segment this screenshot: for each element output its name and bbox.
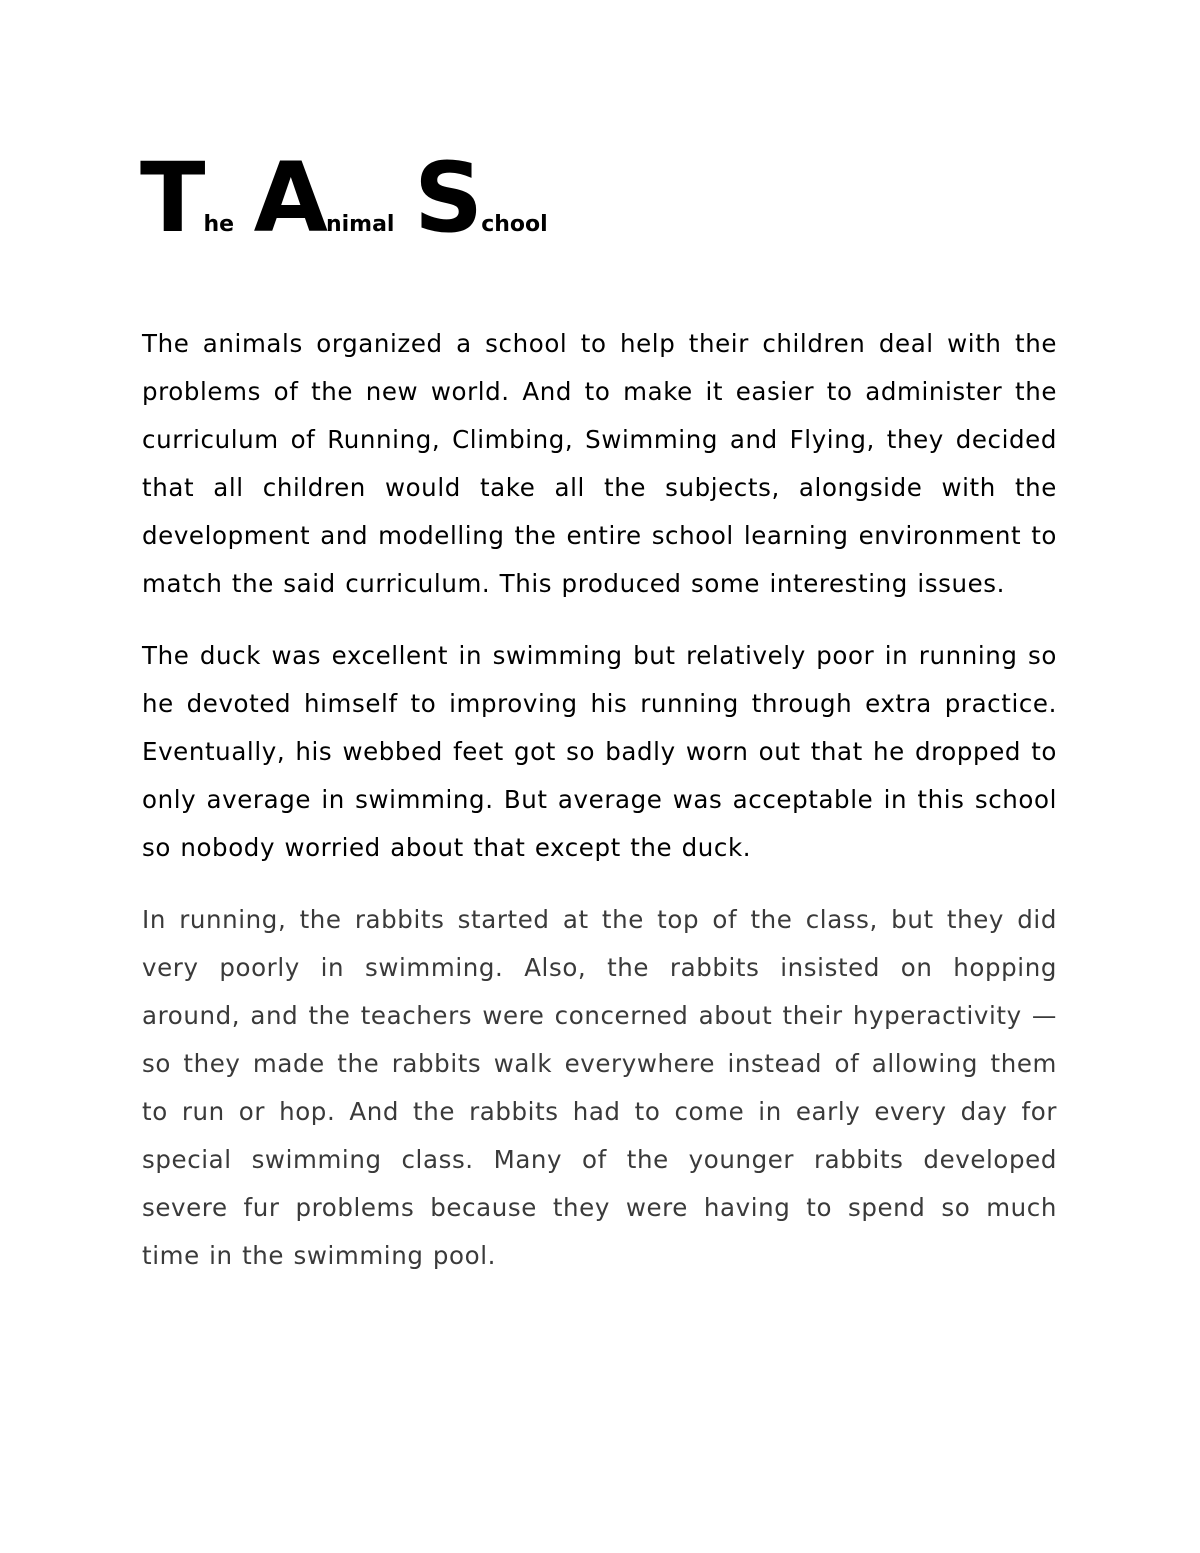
paragraph-rabbits: In running, the rabbits started at the top of the class, but they did very poorly in swimming. Also, the rabbits insisted on hopping around, and the teachers were concerned about their hyperactivity — so they made the rabbits walk everywhere instead of allowing them to run or hop. And the rabbits had to come in early every day for special swimming class. Many of the younger rabbits developed severe fur problems because they were having to spend so much time in the swimming pool. bbox=[142, 905, 1057, 1270]
title-initial: A bbox=[253, 142, 326, 254]
paragraph-intro: The animals organized a school to help their children deal with the problems of the new world. And to make it easier to administer the curriculum of Running, Climbing, Swimming and Flying, they decided that all children would take all the subjects, alongside with the development and modelling the entire school learning environment to match the said curriculum. This produced some interesting issues. bbox=[142, 329, 1057, 598]
title-initial: S bbox=[414, 142, 482, 254]
title-word-the bbox=[140, 142, 235, 254]
title-word-rest: chool bbox=[481, 212, 548, 237]
paragraph-duck: The duck was excellent in swimming but relatively poor in running so he devoted himself to improving his running through extra practice. Eventually, his webbed feet got so badly worn out that he dropped to only average in swimming. But average was acceptable in this school so nobody worried about that except the duck. bbox=[142, 641, 1057, 862]
title-word-rest: he bbox=[203, 212, 235, 237]
title-word-rest: nimal bbox=[325, 212, 395, 237]
title-initial: T bbox=[140, 142, 204, 254]
document-title bbox=[140, 142, 1060, 254]
title-word-animal bbox=[253, 142, 395, 254]
document-body bbox=[142, 320, 1057, 1304]
title-word-school bbox=[414, 142, 548, 254]
